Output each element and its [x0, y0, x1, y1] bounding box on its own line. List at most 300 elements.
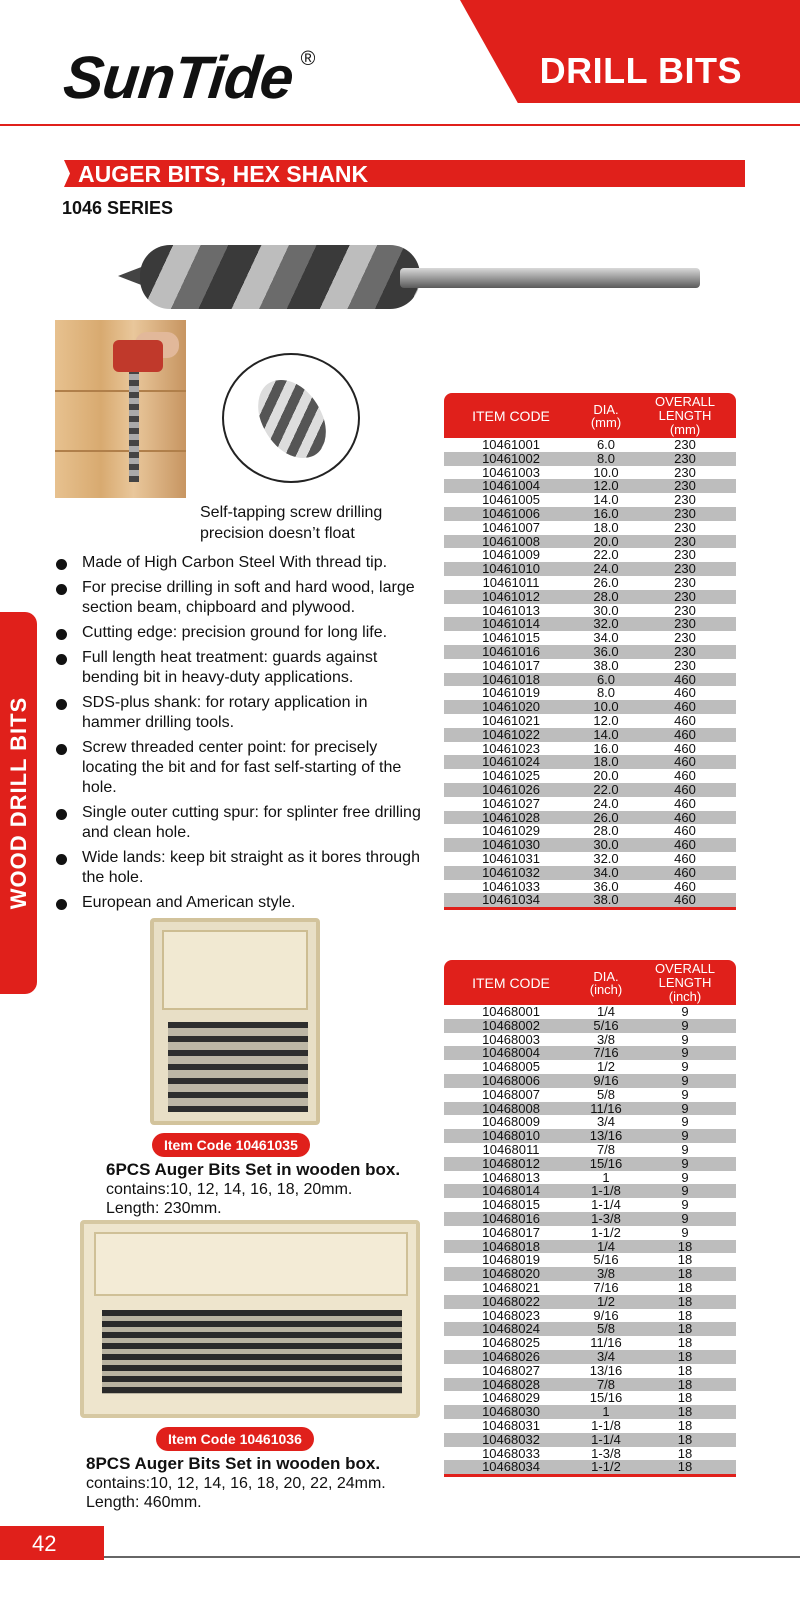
eight-piece-set-contents: contains:10, 12, 14, 16, 18, 20, 22, 24mm. [86, 1475, 386, 1492]
diameter-cell: 9/16 [593, 1072, 619, 1088]
length-cell: 18 [677, 1252, 693, 1268]
length-cell: 18 [677, 1307, 693, 1323]
feature-item: For precise drilling in soft and hard wood, large section beam, chipboard and plywood. [56, 578, 428, 618]
item-code-cell: 10468033 [482, 1445, 540, 1461]
diameter-cell: 7/16 [593, 1279, 619, 1295]
length-cell: 9 [681, 1183, 689, 1199]
item-code-cell: 10461003 [482, 464, 540, 480]
length-cell: 230 [674, 561, 696, 577]
table-row [444, 824, 736, 838]
item-code-cell: 10461021 [482, 712, 540, 728]
diameter-cell: 10.0 [593, 464, 619, 480]
table-row [444, 438, 736, 452]
length-cell: 230 [674, 630, 696, 646]
diameter-cell: 24.0 [593, 561, 619, 577]
feature-item: Cutting edge: precision ground for long life. [56, 623, 428, 643]
table-row [444, 742, 736, 756]
item-code-cell: 10468022 [482, 1293, 540, 1309]
side-category-label: WOOD DRILL BITS [6, 696, 31, 910]
header-overall-length: OVERALL LENGTH (mm) [655, 393, 715, 437]
table-row [444, 1295, 736, 1309]
length-cell: 460 [674, 726, 696, 742]
diameter-cell: 11/16 [590, 1335, 622, 1351]
diameter-cell: 14.0 [593, 726, 619, 742]
feature-item: Made of High Carbon Steel With thread tip. [56, 553, 428, 573]
length-cell: 230 [674, 657, 696, 673]
item-code-cell: 10461030 [482, 837, 540, 853]
table-row [444, 548, 736, 562]
item-code-cell: 10468011 [482, 1141, 540, 1157]
length-cell: 230 [674, 643, 696, 659]
table-row [444, 535, 736, 549]
diameter-cell: 12.0 [593, 478, 619, 494]
item-code-cell: 10461007 [482, 519, 540, 535]
length-cell: 460 [674, 781, 696, 797]
table-row [444, 673, 736, 687]
diameter-cell: 13/16 [589, 1362, 623, 1378]
table-row [444, 838, 736, 852]
item-code-cell: 10461025 [482, 768, 540, 784]
item-code-cell: 10468014 [482, 1183, 540, 1199]
length-cell: 18 [677, 1417, 693, 1433]
item-code-cell: 10468008 [482, 1100, 540, 1116]
diameter-cell: 1/2 [596, 1293, 616, 1309]
feature-item: Wide lands: keep bit straight as it bores through the hole. [56, 848, 428, 888]
brand-name: SunTide [60, 44, 297, 111]
page-number: 42 [32, 1531, 57, 1556]
diameter-cell: 34.0 [593, 630, 619, 646]
diameter-cell: 16.0 [593, 505, 619, 521]
table-row [444, 562, 736, 576]
item-code-cell: 10461001 [482, 437, 540, 452]
table-row [444, 1253, 736, 1267]
inch-spec-table [444, 960, 736, 1477]
diameter-cell: 7/8 [596, 1376, 616, 1392]
eight-piece-item-code-badge: Item Code 10461036 [156, 1427, 314, 1451]
length-cell: 460 [674, 740, 696, 756]
category-title: DRILL BITS [539, 50, 742, 91]
table-row [444, 1460, 736, 1474]
table-row [444, 1115, 736, 1129]
item-code-cell: 10461032 [482, 864, 540, 880]
drilling-photo [55, 320, 186, 498]
table-row [444, 1391, 736, 1405]
length-cell: 18 [677, 1445, 693, 1461]
length-cell: 9 [681, 1128, 689, 1144]
diameter-cell: 3/4 [596, 1114, 616, 1130]
diameter-cell: 16.0 [593, 740, 619, 756]
diameter-cell: 24.0 [593, 795, 619, 811]
length-cell: 9 [681, 1141, 689, 1157]
table-row [444, 714, 736, 728]
length-cell: 18 [677, 1335, 693, 1351]
table-row [444, 1267, 736, 1281]
table-row [444, 1005, 736, 1019]
table-row [444, 700, 736, 714]
item-code-cell: 10468003 [482, 1031, 540, 1047]
table-row [444, 1309, 736, 1323]
table-row [444, 1060, 736, 1074]
table-row [444, 645, 736, 659]
diameter-cell: 5/8 [596, 1321, 616, 1337]
item-code-cell: 10468010 [482, 1128, 540, 1144]
length-cell: 18 [677, 1321, 693, 1337]
table-row [444, 466, 736, 480]
diameter-cell: 1-3/8 [591, 1445, 621, 1461]
length-cell: 9 [681, 1086, 689, 1102]
table-row [444, 1157, 736, 1171]
table-row [444, 631, 736, 645]
table-row [444, 1364, 736, 1378]
length-cell: 230 [674, 519, 696, 535]
item-code-cell: 10468001 [482, 1004, 540, 1019]
diameter-cell: 11/16 [590, 1100, 622, 1116]
item-code-cell: 10468012 [482, 1155, 540, 1171]
table-row [444, 1088, 736, 1102]
diameter-cell: 1-1/2 [591, 1224, 621, 1240]
table-row [444, 686, 736, 700]
item-code-cell: 10461029 [482, 823, 540, 839]
length-cell: 9 [681, 1100, 689, 1116]
length-cell: 18 [677, 1362, 693, 1378]
length-cell: 460 [674, 864, 696, 880]
table-row [444, 493, 736, 507]
length-cell: 9 [681, 1224, 689, 1240]
eight-piece-set-length: Length: 460mm. [86, 1494, 202, 1511]
diameter-cell: 20.0 [593, 768, 619, 784]
item-code-cell: 10461002 [482, 450, 540, 466]
header-overall-length: OVERALL LENGTH (inch) [655, 960, 715, 1004]
table-row [444, 1212, 736, 1226]
item-code-cell: 10461006 [482, 505, 540, 521]
table-row [444, 1350, 736, 1364]
length-cell: 230 [674, 533, 696, 549]
feature-item: SDS-plus shank: for rotary application in hammer drilling tools. [56, 693, 428, 733]
tip-caption [200, 502, 410, 544]
table-row [444, 1281, 736, 1295]
diameter-cell: 1-1/4 [591, 1431, 621, 1447]
table-row [444, 852, 736, 866]
diameter-cell: 38.0 [593, 657, 619, 673]
length-cell: 230 [674, 588, 696, 604]
table-row [444, 1322, 736, 1336]
table-row [444, 1129, 736, 1143]
table-row [444, 811, 736, 825]
diameter-cell: 1/4 [596, 1238, 616, 1254]
diameter-cell: 1-1/8 [591, 1183, 621, 1199]
table-row [444, 893, 736, 907]
length-cell: 460 [674, 768, 696, 784]
length-cell: 9 [681, 1114, 689, 1130]
item-code-cell: 10461010 [482, 561, 540, 577]
item-code-cell: 10468016 [482, 1210, 540, 1226]
diameter-cell: 1-3/8 [591, 1210, 621, 1226]
length-cell: 9 [681, 1045, 689, 1061]
table-row [444, 507, 736, 521]
auger-bit-image [140, 245, 420, 309]
table-row [444, 1198, 736, 1212]
length-cell: 18 [677, 1390, 693, 1406]
header-divider [0, 124, 800, 126]
diameter-cell: 18.0 [593, 519, 619, 535]
item-code-cell: 10468027 [482, 1362, 540, 1378]
diameter-cell: 7/16 [593, 1045, 619, 1061]
item-code-cell: 10468029 [482, 1390, 540, 1406]
length-cell: 460 [674, 892, 696, 908]
item-code-cell: 10461015 [482, 630, 540, 646]
table-row [444, 1405, 736, 1419]
length-cell: 9 [681, 1031, 689, 1047]
length-cell: 18 [677, 1238, 693, 1254]
header-diameter: DIA. (inch) [589, 968, 623, 997]
length-cell: 460 [674, 809, 696, 825]
length-cell: 230 [674, 505, 696, 521]
item-code-cell: 10461020 [482, 699, 540, 715]
table-row [444, 1447, 736, 1461]
length-cell: 9 [681, 1210, 689, 1226]
diameter-cell: 8.0 [596, 685, 616, 701]
item-code-cell: 10461033 [482, 878, 540, 894]
table-header [444, 393, 736, 438]
item-code-cell: 10461026 [482, 781, 540, 797]
diameter-cell: 22.0 [593, 781, 619, 797]
item-code-cell: 10468020 [482, 1266, 540, 1282]
table-row [444, 1074, 736, 1088]
item-code-cell: 10461014 [482, 616, 540, 632]
length-cell: 9 [681, 1017, 689, 1033]
item-code-cell: 10468034 [482, 1459, 540, 1475]
diameter-cell: 28.0 [593, 588, 619, 604]
item-code-cell: 10468024 [482, 1321, 540, 1337]
length-cell: 18 [677, 1293, 693, 1309]
length-cell: 230 [674, 616, 696, 632]
six-piece-set-title: 6PCS Auger Bits Set in wooden box. [106, 1160, 401, 1179]
diameter-cell: 15/16 [589, 1390, 623, 1406]
diameter-cell: 18.0 [593, 754, 619, 770]
item-code-cell: 10461031 [482, 850, 540, 866]
table-header [444, 960, 736, 1005]
series-label: 1046 SERIES [62, 198, 174, 218]
diameter-cell: 1 [602, 1169, 610, 1185]
length-cell: 9 [681, 1169, 689, 1185]
item-code-cell: 10461027 [482, 795, 540, 811]
table-row [444, 1143, 736, 1157]
length-cell: 18 [677, 1376, 693, 1392]
diameter-cell: 5/16 [593, 1017, 619, 1033]
length-cell: 460 [674, 699, 696, 715]
length-cell: 230 [674, 450, 696, 466]
diameter-cell: 32.0 [593, 850, 619, 866]
six-piece-item-code-badge: Item Code 10461035 [152, 1133, 310, 1157]
item-code-cell: 10468017 [482, 1224, 540, 1240]
diameter-cell: 26.0 [593, 809, 619, 825]
length-cell: 230 [674, 464, 696, 480]
length-cell: 460 [674, 850, 696, 866]
diameter-cell: 28.0 [593, 823, 619, 839]
item-code-cell: 10461019 [482, 685, 540, 701]
item-code-cell: 10468026 [482, 1348, 540, 1364]
diameter-cell: 14.0 [593, 492, 619, 508]
footer-divider [104, 1556, 800, 1558]
table-row [444, 659, 736, 673]
diameter-cell: 1 [602, 1404, 610, 1420]
eight-piece-set-image [80, 1220, 420, 1418]
diameter-cell: 30.0 [593, 837, 619, 853]
diameter-cell: 1/2 [596, 1059, 616, 1075]
table-row [444, 1102, 736, 1116]
table-row [444, 1033, 736, 1047]
brand-logo [60, 42, 316, 114]
item-code-cell: 10468005 [482, 1059, 540, 1075]
length-cell: 18 [677, 1279, 693, 1295]
length-cell: 460 [674, 712, 696, 728]
item-code-cell: 10461005 [482, 492, 540, 508]
length-cell: 9 [681, 1155, 689, 1171]
table-body [444, 1005, 736, 1477]
section-title: AUGER BITS, HEX SHANK [78, 161, 369, 187]
diameter-cell: 5/16 [593, 1252, 619, 1268]
item-code-cell: 10461009 [482, 547, 540, 563]
table-row [444, 1378, 736, 1392]
header-diameter: DIA. (mm) [590, 401, 622, 430]
item-code-cell: 10468002 [482, 1017, 540, 1033]
diameter-cell: 10.0 [593, 699, 619, 715]
diameter-cell: 3/4 [596, 1348, 616, 1364]
diameter-cell: 22.0 [593, 547, 619, 563]
diameter-cell: 20.0 [593, 533, 619, 549]
item-code-cell: 10468025 [482, 1335, 540, 1351]
diameter-cell: 26.0 [593, 574, 619, 590]
diameter-cell: 32.0 [593, 616, 619, 632]
diameter-cell: 1/4 [596, 1004, 616, 1019]
table-row [444, 479, 736, 493]
tip-caption-line-2: precision doesn’t float [200, 525, 355, 542]
item-code-cell: 10468028 [482, 1376, 540, 1392]
table-row [444, 1240, 736, 1254]
table-row [444, 866, 736, 880]
item-code-cell: 10461022 [482, 726, 540, 742]
table-row [444, 1019, 736, 1033]
table-row [444, 617, 736, 631]
diameter-cell: 6.0 [596, 437, 616, 452]
table-row [444, 1184, 736, 1198]
item-code-cell: 10468009 [482, 1114, 540, 1130]
diameter-cell: 12.0 [593, 712, 619, 728]
item-code-cell: 10461016 [482, 643, 540, 659]
metric-spec-table [444, 393, 736, 910]
length-cell: 9 [681, 1059, 689, 1075]
table-row [444, 1336, 736, 1350]
item-code-cell: 10468015 [482, 1197, 540, 1213]
item-code-cell: 10461011 [482, 574, 540, 590]
diameter-cell: 30.0 [593, 602, 619, 618]
table-row [444, 880, 736, 894]
length-cell: 460 [674, 823, 696, 839]
length-cell: 460 [674, 671, 696, 687]
screw-tip-closeup-image [222, 353, 360, 483]
length-cell: 460 [674, 795, 696, 811]
item-code-cell: 10468007 [482, 1086, 540, 1102]
header-item-code: ITEM CODE [472, 974, 550, 991]
feature-item: Screw threaded center point: for precisely locating the bit and for fast self-starting of the hole. [56, 738, 428, 798]
length-cell: 460 [674, 685, 696, 701]
item-code-cell: 10468019 [482, 1252, 540, 1268]
item-code-cell: 10468021 [482, 1279, 540, 1295]
length-cell: 9 [681, 1004, 689, 1019]
item-code-cell: 10468023 [482, 1307, 540, 1323]
length-cell: 9 [681, 1197, 689, 1213]
header-item-code: ITEM CODE [472, 407, 550, 424]
diameter-cell: 1-1/8 [591, 1417, 621, 1433]
length-cell: 18 [677, 1404, 693, 1420]
table-row [444, 797, 736, 811]
feature-item: European and American style. [56, 893, 428, 913]
item-code-cell: 10461024 [482, 754, 540, 770]
table-body [444, 438, 736, 910]
diameter-cell: 15/16 [589, 1155, 623, 1171]
length-cell: 460 [674, 878, 696, 894]
length-cell: 460 [674, 754, 696, 770]
item-code-cell: 10461017 [482, 657, 540, 673]
tip-caption-line-1: Self-tapping screw drilling [200, 504, 383, 521]
diameter-cell: 7/8 [596, 1141, 616, 1157]
feature-list [56, 553, 428, 918]
item-code-cell: 10461028 [482, 809, 540, 825]
table-row [444, 1171, 736, 1185]
table-row [444, 728, 736, 742]
diameter-cell: 6.0 [596, 671, 616, 687]
item-code-cell: 10468032 [482, 1431, 540, 1447]
table-row [444, 1046, 736, 1060]
item-code-cell: 10468004 [482, 1045, 540, 1061]
diameter-cell: 9/16 [593, 1307, 619, 1323]
length-cell: 230 [674, 492, 696, 508]
table-row [444, 521, 736, 535]
diameter-cell: 3/8 [596, 1266, 616, 1282]
table-row [444, 1419, 736, 1433]
length-cell: 18 [677, 1266, 693, 1282]
table-row [444, 755, 736, 769]
six-piece-set-image [150, 918, 320, 1125]
diameter-cell: 13/16 [589, 1128, 623, 1144]
item-code-cell: 10461013 [482, 602, 540, 618]
length-cell: 18 [677, 1348, 693, 1364]
diameter-cell: 1-1/4 [591, 1197, 621, 1213]
table-row [444, 576, 736, 590]
length-cell: 230 [674, 547, 696, 563]
item-code-cell: 10461023 [482, 740, 540, 756]
table-row [444, 769, 736, 783]
item-code-cell: 10468006 [482, 1072, 540, 1088]
item-code-cell: 10468031 [482, 1417, 540, 1433]
item-code-cell: 10461034 [482, 892, 540, 908]
eight-piece-set-title: 8PCS Auger Bits Set in wooden box. [86, 1454, 381, 1473]
table-row [444, 1433, 736, 1447]
six-piece-set-contents: contains:10, 12, 14, 16, 18, 20mm. [106, 1181, 353, 1198]
table-row [444, 590, 736, 604]
six-piece-set-length: Length: 230mm. [106, 1200, 222, 1217]
diameter-cell: 1-1/2 [591, 1459, 621, 1475]
length-cell: 230 [674, 602, 696, 618]
item-code-cell: 10468018 [482, 1238, 540, 1254]
feature-item: Full length heat treatment: guards against bending bit in heavy-duty applications. [56, 648, 428, 688]
diameter-cell: 8.0 [596, 450, 616, 466]
diameter-cell: 34.0 [593, 864, 619, 880]
diameter-cell: 5/8 [596, 1086, 616, 1102]
length-cell: 18 [677, 1431, 693, 1447]
item-code-cell: 10461004 [482, 478, 540, 494]
length-cell: 230 [674, 478, 696, 494]
